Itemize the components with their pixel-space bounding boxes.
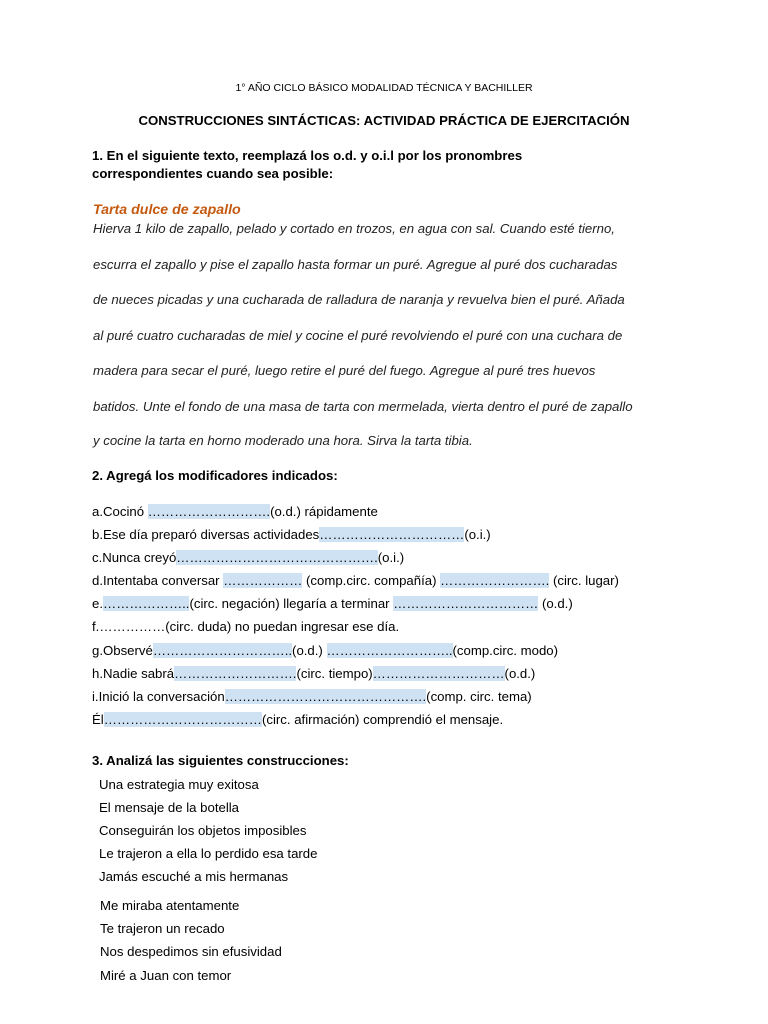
- exercise-item-b: [92, 527, 491, 542]
- item-text: (circ. afirmación) comprendió el mensaje.: [261, 712, 504, 727]
- exercise-item-c: [92, 550, 404, 565]
- recipe-line: y cocine la tarta en horno moderado una hora. Sirva la tarta tibia.: [93, 433, 473, 448]
- construction-item: Me miraba atentamente: [100, 898, 240, 913]
- recipe-title: Tarta dulce de zapallo: [93, 202, 241, 218]
- document-header: 1° AÑO CICLO BÁSICO MODALIDAD TÉCNICA Y BACHILLER: [235, 82, 533, 94]
- item-text: (o.d.): [538, 596, 573, 611]
- construction-item: Le trajeron a ella lo perdido esa tarde: [99, 846, 318, 861]
- exercise-item-i: [92, 689, 532, 704]
- exercise-item-f: [92, 619, 399, 634]
- blank-affirmation[interactable]: ………………………………: [103, 712, 262, 727]
- construction-item: Conseguirán los objetos imposibles: [99, 823, 307, 838]
- recipe-line: batidos. Unte el fondo de una masa de tarta con mermelada, vierta dentro el puré de zapallo: [93, 399, 633, 414]
- blank-oi[interactable]: ……………………………………….: [176, 550, 378, 565]
- construction-item: Nos despedimos sin efusividad: [100, 944, 282, 959]
- item-text: (circ. lugar): [549, 573, 619, 588]
- item-text: h.Nadie sabrá: [92, 666, 175, 681]
- blank-place[interactable]: …………………….: [440, 573, 550, 588]
- construction-item: Jamás escuché a mis hermanas: [99, 869, 289, 884]
- item-text: (comp.circ. modo): [452, 643, 559, 658]
- blank-negation[interactable]: ………………..: [103, 596, 190, 611]
- item-text: (o.d.): [292, 643, 327, 658]
- blank-od[interactable]: ……………………….: [147, 504, 271, 519]
- exercise-item-j: [92, 712, 503, 727]
- item-text: (o.i.): [464, 527, 491, 542]
- recipe-line: escurra el zapallo y pise el zapallo hasta formar un puré. Agregue al puré dos cucharadas: [93, 257, 618, 272]
- item-text: a.Cocinó: [92, 504, 148, 519]
- item-text: (circ. tiempo): [296, 666, 373, 681]
- blank-od[interactable]: …………………………..: [152, 643, 293, 658]
- blank-company[interactable]: ………………: [223, 573, 303, 588]
- recipe-line: al puré cuatro cucharadas de miel y cocine el puré revolviendo el puré con una cuchara de: [93, 328, 623, 343]
- item-text: d.Intentaba conversar: [92, 573, 224, 588]
- construction-item: Te trajeron un recado: [100, 921, 225, 936]
- item-text: i.Inició la conversación: [92, 689, 225, 704]
- blank-oi[interactable]: ……………………………: [319, 527, 465, 542]
- question-3-title: 3. Analizá las siguientes construcciones:: [92, 753, 349, 768]
- exercise-item-h: [92, 666, 535, 681]
- item-text: (o.d.): [504, 666, 536, 681]
- recipe-line: de nueces picadas y una cucharada de ralladura de naranja y revuelva bien el puré. Añada: [93, 292, 625, 307]
- blank-time[interactable]: ……………………….: [174, 666, 297, 681]
- exercise-item-d: [92, 573, 619, 588]
- construction-item: Miré a Juan con temor: [100, 968, 232, 983]
- item-text: (o.d.) rápidamente: [270, 504, 378, 519]
- blank-od[interactable]: …………………………: [372, 666, 505, 681]
- question-2-title: 2. Agregá los modificadores indicados:: [92, 468, 338, 483]
- construction-item: Una estrategia muy exitosa: [99, 777, 259, 792]
- exercise-item-e: [92, 596, 573, 611]
- item-text: c.Nunca creyó: [92, 550, 177, 565]
- recipe-line: Hierva 1 kilo de zapallo, pelado y cortado en trozos, en agua con sal. Cuando esté tierno,: [93, 221, 615, 236]
- item-text: f.……………(circ. duda) no puedan ingresar ese día.: [92, 619, 400, 634]
- question-1-line-1: 1. En el siguiente texto, reemplazá los o.d. y o.i.l por los pronombres: [92, 148, 523, 163]
- exercise-item-g: [92, 643, 558, 658]
- blank-od[interactable]: ……………………………: [393, 596, 539, 611]
- item-text: g.Observé: [92, 643, 153, 658]
- exercise-item-a: [92, 504, 378, 519]
- document-title: CONSTRUCCIONES SINTÁCTICAS: ACTIVIDAD PRÁCTICA DE EJERCITACIÓN: [138, 113, 630, 128]
- item-text: (comp.circ. compañía): [302, 573, 441, 588]
- item-text: (comp. circ. tema): [426, 689, 532, 704]
- item-text: (o.i.): [377, 550, 405, 565]
- item-text: Él: [92, 712, 104, 727]
- recipe-line: madera para secar el puré, luego retire el puré del fuego. Agregue al puré tres huevos: [93, 363, 596, 378]
- blank-manner[interactable]: ………………………..: [326, 643, 453, 658]
- construction-item: El mensaje de la botella: [99, 800, 240, 815]
- blank-topic[interactable]: ……………………………………….: [224, 689, 427, 704]
- item-text: (circ. negación) llegaría a terminar: [189, 596, 394, 611]
- item-text: e.: [92, 596, 103, 611]
- item-text: b.Ese día preparó diversas actividades: [92, 527, 320, 542]
- question-1-line-2: correspondientes cuando sea posible:: [92, 166, 334, 181]
